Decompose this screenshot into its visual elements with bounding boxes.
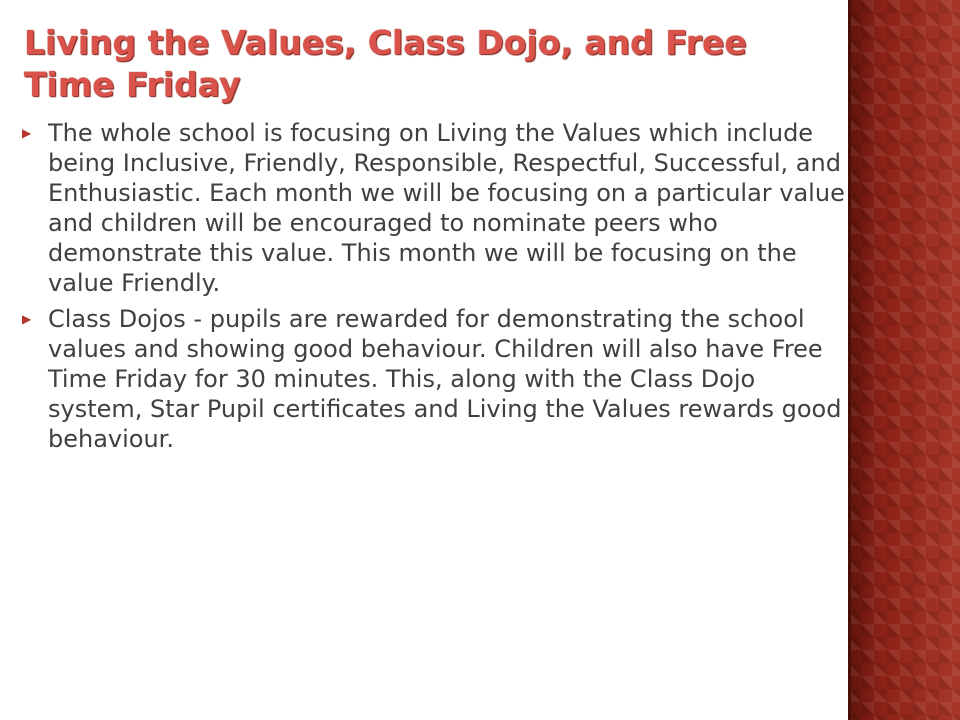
bullet-text: The whole school is focusing on Living the Values which include being Inclusive, Friendly, Responsible, Respectful, Successful, and Enthusiastic. Each month we will be focusing on a particular value and children will be encouraged to nominate peers who demonstrate this value. This month we will be focusing on the value Friendly. [48, 119, 845, 297]
bullet-text: Class Dojos - pupils are rewarded for demonstrating the school values and showing good behaviour. Children will also have Free Time Friday for 30 minutes. This, along with the Class Dojo system, Star Pupil certificates and Living the Values rewards good behaviour. [48, 305, 842, 453]
triangle-right-icon: ▶ [22, 312, 32, 326]
decorative-sidebar [848, 0, 960, 720]
bullet-list [20, 118, 848, 460]
sidebar-edge [848, 0, 851, 720]
bullet-item [20, 304, 848, 454]
triangle-right-icon: ▶ [22, 126, 32, 140]
slide-title: Living the Values, Class Dojo, and Free Time Friday [24, 23, 747, 104]
bullet-item [20, 118, 848, 298]
